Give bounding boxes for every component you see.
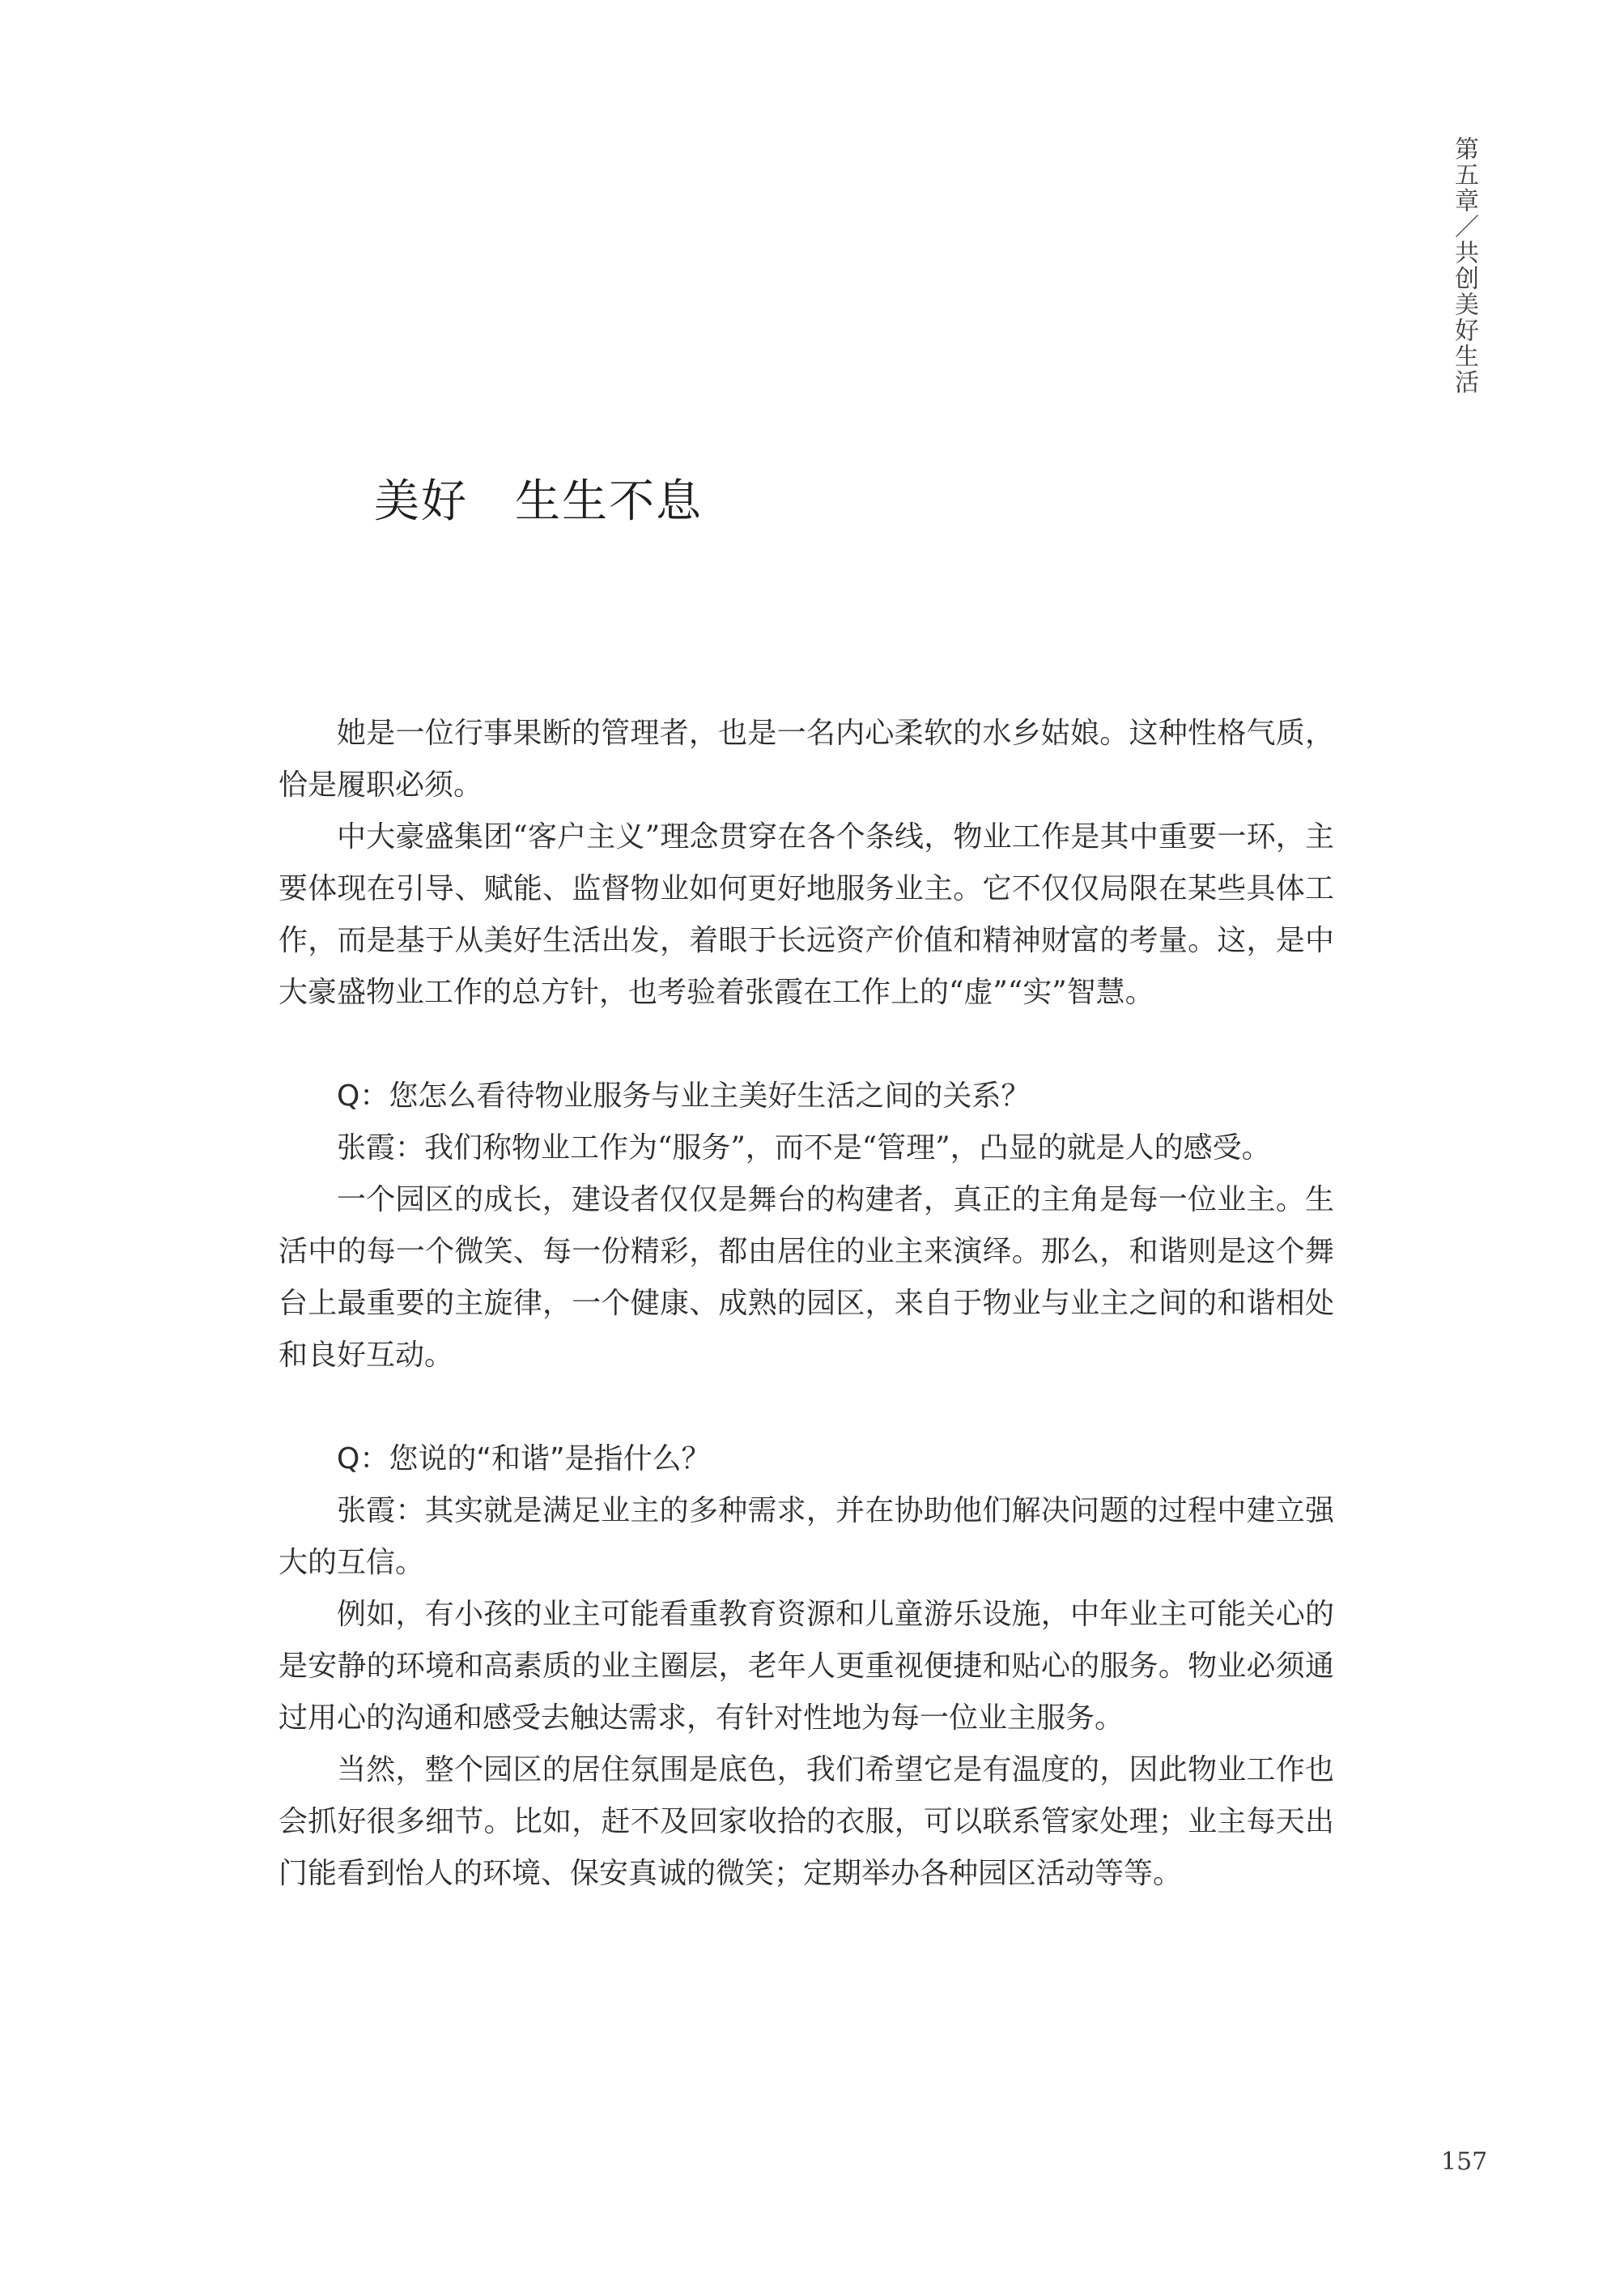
paragraph-stage: 一个园区的成长，建设者仅仅是舞台的构建者，真正的主角是每一位业主。生活中的每一个微笑、每一份精彩，都由居住的业主来演绎。那么，和谐则是这个舞台上最重要的主旋律，一个健康、成熟的园区，来自于物业与业主之间的和谐相处和良好互动。: [278, 1183, 1334, 1372]
running-head: 第五章／共创美好生活: [1450, 136, 1478, 395]
paragraph-intro: 她是一位行事果断的管理者，也是一名内心柔软的水乡姑娘。这种性格气质，恰是履职必须。: [278, 717, 1334, 802]
question-1: Q：您怎么看待物业服务与业主美好生活之间的关系？: [337, 1079, 1031, 1113]
paragraph-example: 例如，有小孩的业主可能看重教育资源和儿童游乐设施，中年业主可能关心的是安静的环境和高素质的业主圈层，老年人更重视便捷和贴心的服务。物业必须通过用心的沟通和感受去触达需求，有针对性地为每一位业主服务。: [278, 1598, 1334, 1735]
chapter-title: 美好 生生不息: [374, 475, 703, 528]
question-2: Q：您说的“和谐”是指什么？: [337, 1442, 711, 1475]
page-number: 157: [1441, 2148, 1488, 2176]
paragraph-philosophy: 中大豪盛集团“客户主义”理念贯穿在各个条线，物业工作是其中重要一环，主要体现在引导、赋能、监督物业如何更好地服务业主。它不仅仅局限在某些具体工作，而是基于从美好生活出发，着眼于长远资产价值和精神财富的考量。这，是中大豪盛物业工作的总方针，也考验着张霞在工作上的“虚”“实”智慧。: [278, 820, 1334, 1009]
paragraph-details: 当然，整个园区的居住氛围是底色，我们希望它是有温度的，因此物业工作也会抓好很多细节。比如，赶不及回家收拾的衣服，可以联系管家处理；业主每天出门能看到怡人的环境、保安真诚的微笑；定期举办各种园区活动等等。: [278, 1753, 1334, 1890]
answer-1: 张霞：我们称物业工作为“服务”，而不是“管理”，凸显的就是人的感受。: [337, 1131, 1271, 1165]
answer-2: 张霞：其实就是满足业主的多种需求，并在协助他们解决问题的过程中建立强大的互信。: [278, 1494, 1334, 1579]
body-text: [278, 708, 1334, 1900]
